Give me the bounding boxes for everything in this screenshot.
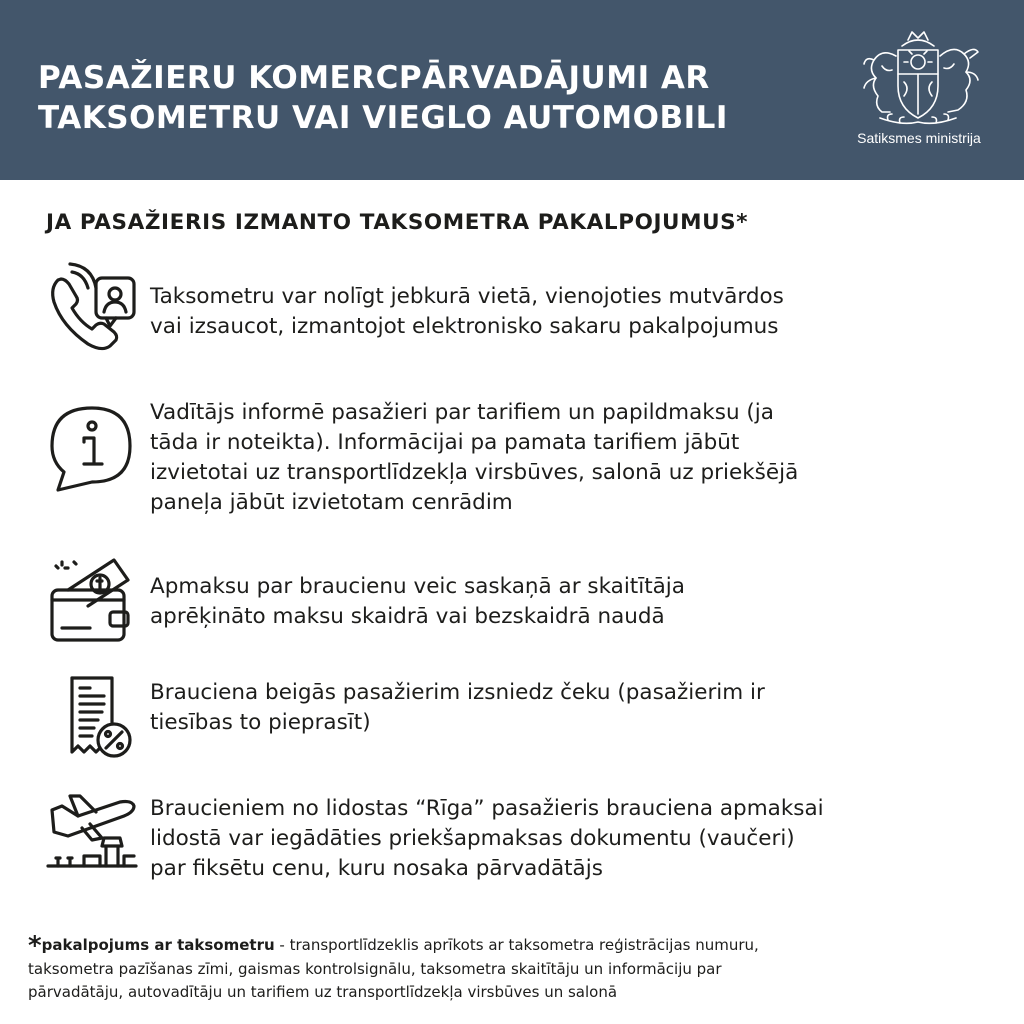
page-title-line-1: PASAŽIERU KOMERCPĀRVADĀJUMI AR [38,60,710,96]
footnote-definition: - transportlīdzeklis aprīkots ar taksometra reģistrācijas numuru, [274,936,759,954]
footnote [28,931,1008,1004]
info-item-tariffs [0,396,1024,526]
header-banner [0,0,1024,180]
footnote-term: pakalpojums ar taksometru [41,936,275,954]
info-bubble-icon [44,402,140,498]
airport-plane-icon [44,792,140,888]
footnote-line-1 [28,931,1008,961]
coat-of-arms-icon [852,26,984,130]
ministry-name: Satiksmes ministrija [857,130,981,146]
text-line: Braucieniem no lidostas “Rīga” pasažieris brauciena apmaksai [150,796,824,821]
text-line: Apmaksu par braucienu veic saskaņā ar skaitītāja [150,574,685,599]
info-item-receipt-text [150,678,990,738]
info-item-booking-text [150,282,990,342]
text-line: tāda ir noteikta). Informācijai pa pamata tarifiem jābūt [150,430,740,455]
phone-call-icon [44,262,140,358]
info-item-airport [0,792,1024,892]
info-item-payment-text [150,572,990,632]
text-line: Taksometru var nolīgt jebkurā vietā, vienojoties mutvārdos [150,284,784,309]
text-line: lidostā var iegādāties priekšapmaksas dokumentu (vaučeri) [150,826,795,851]
page-title-line-2: TAKSOMETRU VAI VIEGLO AUTOMOBILI [38,100,728,136]
text-line: paneļa jābūt izvietotam cenrādim [150,490,513,515]
text-line: vai izsaucot, izmantojot elektronisko sakaru pakalpojumus [150,314,779,339]
text-line: par fiksētu cenu, kuru nosaka pārvadātājs [150,856,603,881]
wallet-cash-icon [44,556,140,652]
info-item-tariffs-text [150,398,990,518]
section-title: JA PASAŽIERIS IZMANTO TAKSOMETRA PAKALPOJUMUS* [46,210,749,235]
page-title [38,58,838,138]
info-item-airport-text [150,794,990,884]
info-item-payment [0,556,1024,646]
footnote-asterisk: * [28,931,42,961]
text-line: Vadītājs informē pasažieri par tarifiem un papildmaksu (ja [150,400,774,425]
info-item-receipt [0,672,1024,762]
text-line: izvietotai uz transportlīdzekļa virsbūves, salonā uz priekšējā [150,460,799,485]
footnote-line-3: pārvadātāju, autovadītāju un tarifiem uz transportlīdzekļa virsbūves un salonā [28,983,618,1001]
text-line: Brauciena beigās pasažierim izsniedz čeku (pasažierim ir [150,680,765,705]
text-line: tiesības to pieprasīt) [150,710,371,735]
text-line: aprēķināto maksu skaidrā vai bezskaidrā naudā [150,604,665,629]
receipt-icon [44,672,140,768]
footnote-line-2: taksometra pazīšanas zīmi, gaismas kontrolsignālu, taksometra skaitītāju un informāciju par [28,960,722,978]
info-item-booking [0,262,1024,358]
